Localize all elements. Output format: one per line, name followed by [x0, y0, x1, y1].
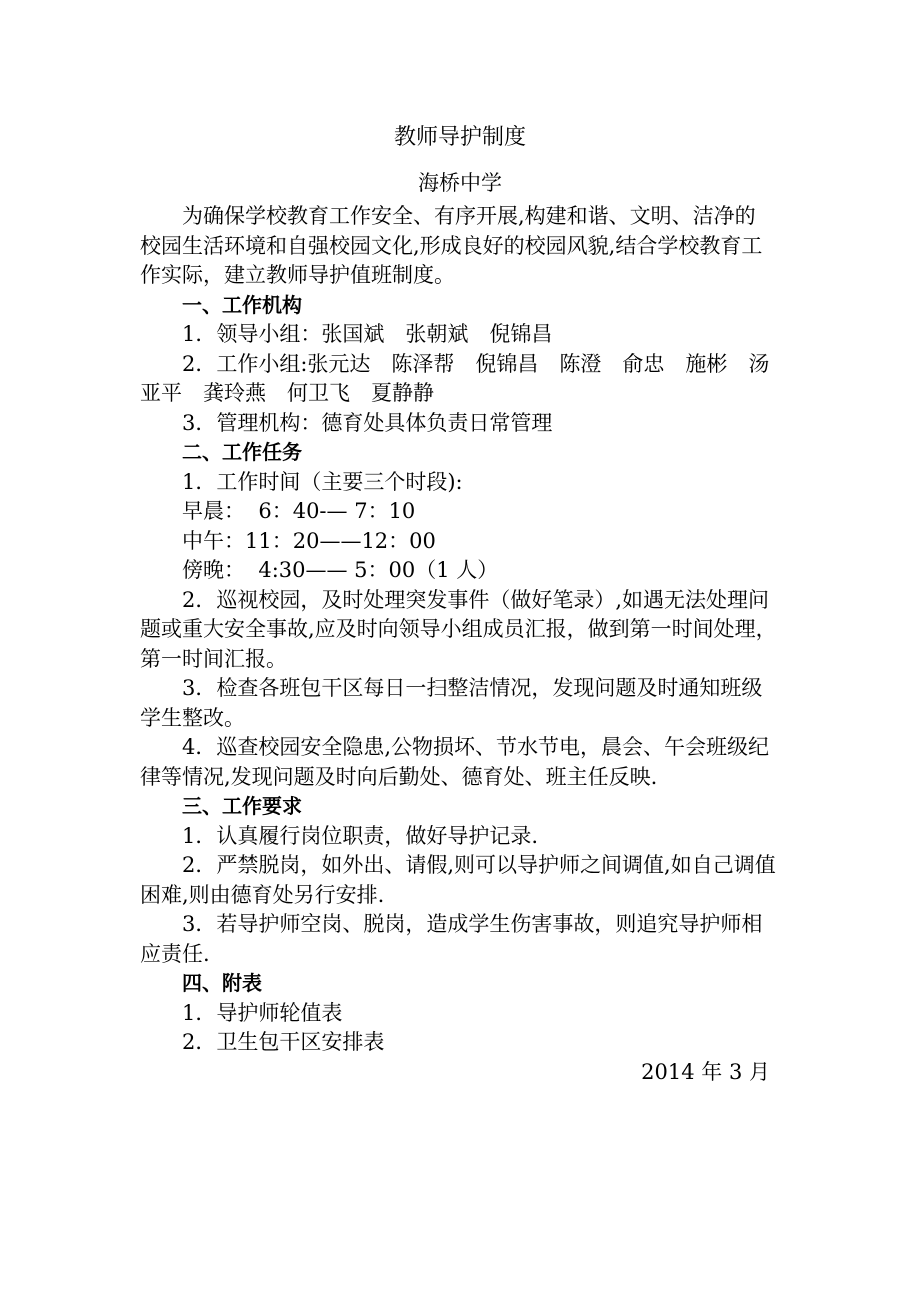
section-line: 1．领导小组：张国斌 张朝斌 倪锦昌 — [182, 322, 553, 346]
attachment-item: 1．导护师轮值表 — [182, 1000, 343, 1025]
section-line: 第一时间汇报。 — [140, 646, 287, 671]
intro-line: 校园生活环境和自强校园文化,形成良好的校园风貌,结合学校教育工 — [140, 233, 763, 258]
section-heading: 四、附表 — [182, 971, 262, 995]
intro-paragraph — [140, 202, 784, 291]
intro-line: 作实际，建立教师导护值班制度。 — [140, 263, 455, 287]
intro-line: 为确保学校教育工作安全、有序开展,构建和谐、文明、洁净的 — [182, 204, 756, 228]
section-line: 4．巡查校园安全隐患,公物损坏、节水节电，晨会、午会班级纪 — [182, 735, 770, 759]
schedule-noon: 中午：11：20——12：00 — [182, 528, 436, 553]
section-heading: 二、工作任务 — [182, 440, 302, 464]
section-heading: 一、工作机构 — [182, 292, 302, 317]
section-line: 困难,则由德育处另行安排. — [140, 882, 385, 907]
section-line: 1．工作时间（主要三个时段): — [182, 469, 463, 494]
document-page — [140, 118, 784, 1087]
section-attachments — [140, 969, 784, 1058]
schedule-morning: 早晨： 6：40-— 7：10 — [182, 499, 416, 523]
school-name: 海桥中学 — [418, 171, 502, 195]
section-line: 1．认真履行岗位职责，做好导护记录. — [182, 823, 539, 848]
section-line: 律等情况,发现问题及时向后勤处、德育处、班主任反映. — [140, 764, 658, 789]
document-date: 2014 年 3 月 — [641, 1059, 770, 1084]
document-title: 教师导护制度 — [393, 125, 526, 150]
section-line: 2．巡视校园，及时处理突发事件（做好笔录）,如遇无法处理问 — [182, 587, 770, 612]
section-requirements — [140, 792, 784, 969]
section-line: 3．管理机构：德育处具体负责日常管理 — [182, 410, 553, 435]
section-line: 应责任. — [140, 941, 210, 966]
attachment-item: 2．卫生包干区安排表 — [182, 1030, 385, 1054]
section-line: 学生整改。 — [140, 705, 245, 730]
section-tasks — [140, 438, 784, 792]
section-line: 亚平 龚玲燕 何卫飞 夏静静 — [140, 381, 434, 405]
section-line: 2．严禁脱岗，如外出、请假,则可以导护师之间调值,如自己调值 — [182, 853, 776, 877]
section-heading: 三、工作要求 — [182, 794, 302, 818]
section-line: 3．检查各班包干区每日一扫整洁情况，发现问题及时通知班级 — [182, 676, 763, 700]
section-organization — [140, 291, 784, 439]
schedule-evening: 傍晚： 4:30—— 5：00（1 人） — [182, 558, 499, 582]
section-line: 题或重大安全事故,应及时向领导小组成员汇报，做到第一时间处理， — [140, 617, 777, 641]
section-line: 3．若导护师空岗、脱岗，造成学生伤害事故，则追究导护师相 — [182, 912, 763, 936]
section-line: 2．工作小组:张元达 陈泽帮 倪锦昌 陈澄 俞忠 施彬 汤 — [182, 351, 770, 376]
